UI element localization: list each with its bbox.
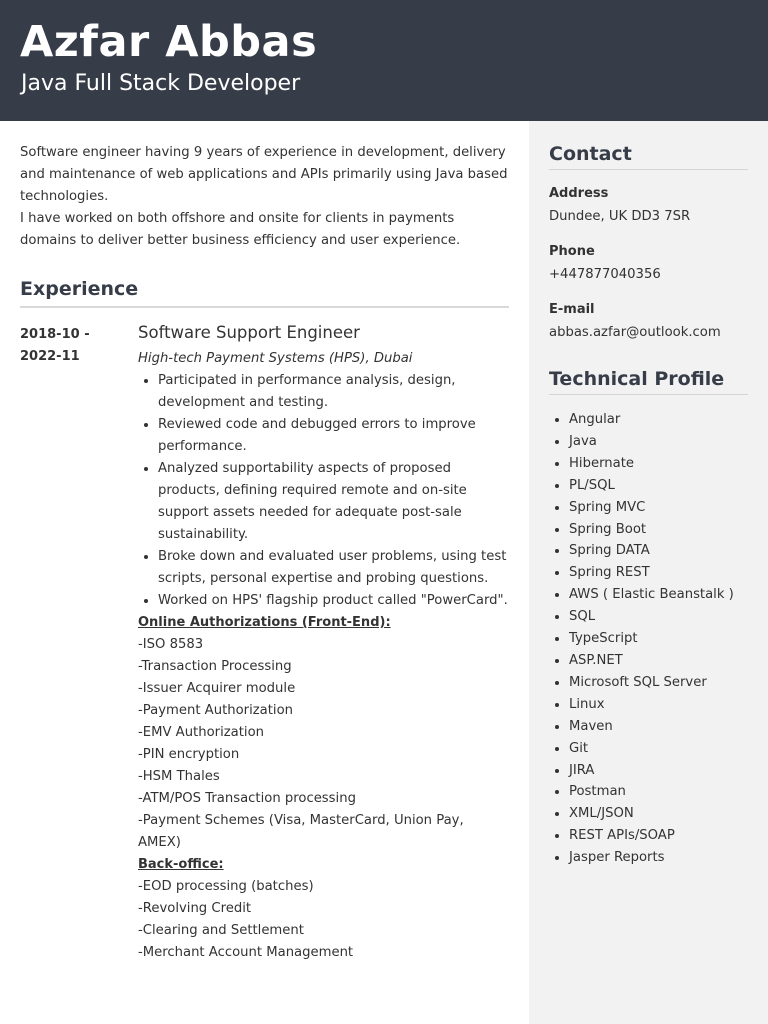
skill-item: • Git xyxy=(569,738,748,760)
job-dates xyxy=(20,324,120,368)
candidate-role: Java Full Stack Developer xyxy=(21,71,301,96)
skill-item: • Spring REST xyxy=(569,562,748,584)
job-details xyxy=(138,320,510,964)
skill-item: • Hibernate xyxy=(569,453,748,475)
online-item: -PIN encryption xyxy=(138,747,240,762)
phone-label: Phone xyxy=(549,244,595,259)
job-date-start: 2018-10 - xyxy=(20,327,90,342)
experience-heading: Experience xyxy=(20,276,509,308)
skill-item: • JIRA xyxy=(569,760,748,782)
skill-item: • Java xyxy=(569,431,748,453)
skill-item: • Maven xyxy=(569,716,748,738)
skills-list xyxy=(549,409,748,869)
experience-entry xyxy=(20,320,510,964)
job-title: Software Support Engineer xyxy=(138,323,360,342)
summary xyxy=(20,142,510,252)
online-item: -Issuer Acquirer module xyxy=(138,681,296,696)
job-bullet: • Broke down and evaluated user problems, using test scripts, personal expertise and probing questions. xyxy=(158,546,510,590)
address-label: Address xyxy=(549,186,609,201)
skill-item: • Microsoft SQL Server xyxy=(569,672,748,694)
job-company: High-tech Payment Systems (HPS), Dubai xyxy=(138,351,413,366)
online-item: -EMV Authorization xyxy=(138,725,265,740)
address-value: Dundee, UK DD3 7SR xyxy=(549,209,691,224)
online-item: -ISO 8583 xyxy=(138,637,204,652)
back-office-item: -Revolving Credit xyxy=(138,901,252,916)
main-column xyxy=(20,142,510,964)
skill-item: • Spring MVC xyxy=(569,497,748,519)
job-bullet: • Participated in performance analysis, design, development and testing. xyxy=(158,370,510,414)
job-bullet: • Analyzed supportability aspects of proposed products, defining required remote and on-site support assets needed for adequate post-sale sustainability. xyxy=(158,458,510,546)
job-bullet: • Worked on HPS' flagship product called "PowerCard". xyxy=(158,590,510,612)
job-bullet: • Reviewed code and debugged errors to improve performance. xyxy=(158,414,510,458)
skill-item: • Spring DATA xyxy=(569,540,748,562)
back-office-item: -EOD processing (batches) xyxy=(138,879,314,894)
resume-header xyxy=(0,0,768,121)
candidate-name: Azfar Abbas xyxy=(20,17,318,67)
skill-item: • SQL xyxy=(569,606,748,628)
job-date-end: 2022-11 xyxy=(20,349,80,364)
skill-item: • ASP.NET xyxy=(569,650,748,672)
online-item: -Payment Authorization xyxy=(138,703,294,718)
sidebar xyxy=(529,121,768,1024)
summary-paragraph: Software engineer having 9 years of experience in development, delivery and maintenance of web applications and APIs primarily using Java based technologies. xyxy=(20,145,508,204)
skill-item: • TypeScript xyxy=(569,628,748,650)
sidebar-content xyxy=(549,141,748,869)
back-office-item: -Clearing and Settlement xyxy=(138,923,304,938)
phone-value[interactable]: +447877040356 xyxy=(549,267,661,282)
skill-item: • XML/JSON xyxy=(569,803,748,825)
skill-item: • Postman xyxy=(569,781,748,803)
skill-item: • Jasper Reports xyxy=(569,847,748,869)
online-authorizations-heading: Online Authorizations (Front-End): xyxy=(138,615,391,630)
skill-item: • PL/SQL xyxy=(569,475,748,497)
online-item: -ATM/POS Transaction processing xyxy=(138,791,356,806)
contact-heading: Contact xyxy=(549,141,748,170)
back-office-item: -Merchant Account Management xyxy=(138,945,354,960)
online-item: -Payment Schemes (Visa, MasterCard, Union Pay, AMEX) xyxy=(138,813,464,850)
back-office-heading: Back-office: xyxy=(138,857,224,872)
online-item: -HSM Thales xyxy=(138,769,220,784)
skill-item: • Linux xyxy=(569,694,748,716)
technical-profile-heading: Technical Profile xyxy=(549,366,748,395)
skill-item: • REST APIs/SOAP xyxy=(569,825,748,847)
job-bullets xyxy=(138,370,510,612)
summary-paragraph: I have worked on both offshore and onsite for clients in payments domains to deliver better business efficiency and user experience. xyxy=(20,211,461,248)
skill-item: • AWS ( Elastic Beanstalk ) xyxy=(569,584,748,606)
email-label: E-mail xyxy=(549,302,595,317)
skill-item: • Spring Boot xyxy=(569,519,748,541)
online-item: -Transaction Processing xyxy=(138,659,292,674)
skill-item: • Angular xyxy=(569,409,748,431)
email-value[interactable]: abbas.azfar@outlook.com xyxy=(549,325,721,340)
